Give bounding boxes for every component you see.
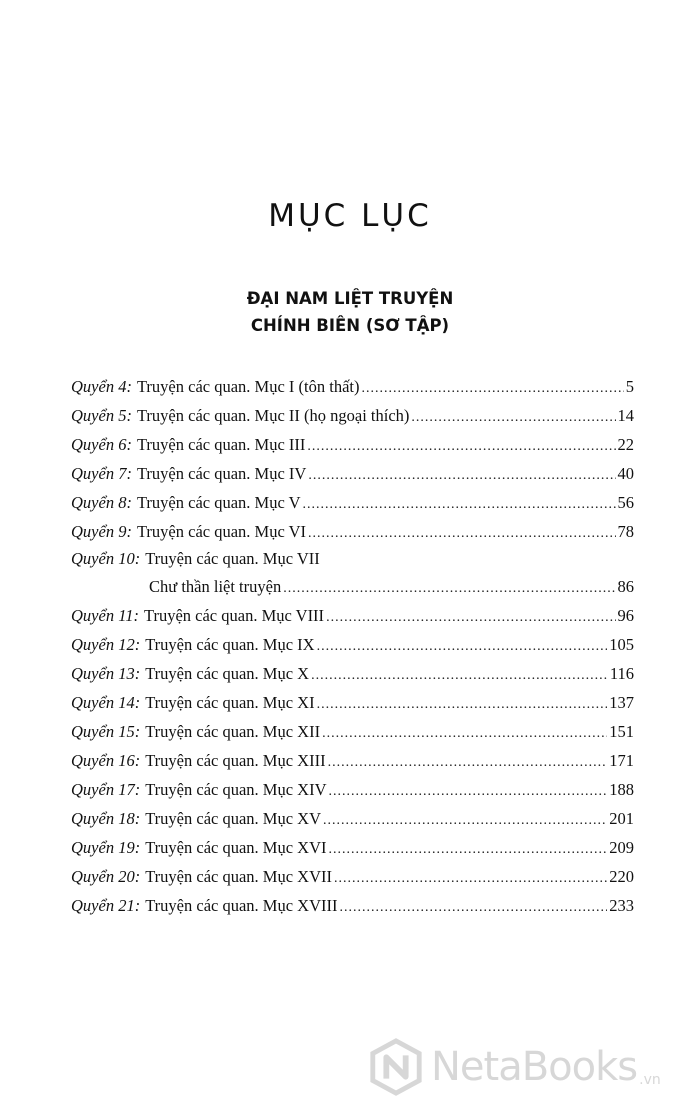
toc-entry [71, 372, 634, 401]
toc-title: Truyện các quan. Mục IX [145, 635, 315, 654]
toc-title: Truyện các quan. Mục III [136, 435, 306, 454]
toc-entry [71, 891, 634, 920]
toc-volume: Quyển 6: [71, 435, 132, 454]
dot-leader [328, 748, 608, 777]
toc-entry [71, 688, 634, 717]
toc-page-number: 188 [609, 780, 634, 799]
dot-leader [329, 835, 608, 864]
toc-title: Truyện các quan. Mục XIV [145, 780, 327, 799]
toc-title: Truyện các quan. Mục XV [145, 809, 321, 828]
toc-volume: Quyển 11: [71, 606, 139, 625]
toc-volume: Quyển 12: [71, 635, 141, 654]
dot-leader [307, 432, 615, 461]
toc-title: Truyện các quan. Mục XIII [145, 751, 326, 770]
toc-page-number: 233 [609, 896, 634, 915]
toc-page-number: 56 [617, 493, 634, 512]
toc-title: Truyện các quan. Mục II (họ ngoại thích) [136, 406, 410, 425]
toc-title: Truyện các quan. Mục I (tôn thất) [136, 377, 360, 396]
book-title-line-1: ĐẠI NAM LIỆT TRUYỆN [246, 289, 454, 308]
toc-entry [71, 546, 634, 572]
watermark-brand: NetaBooks [431, 1044, 638, 1090]
netabooks-logo-icon [367, 1038, 425, 1096]
dot-leader [311, 661, 608, 690]
toc-entry [71, 659, 634, 688]
toc-page-number: 171 [609, 751, 634, 770]
toc-title: Truyện các quan. Mục V [136, 493, 301, 512]
toc-volume: Quyển 13: [71, 664, 141, 683]
page-title: MỤC LỤC [268, 198, 432, 234]
toc-page-number: 137 [609, 693, 634, 712]
toc-title: Truyện các quan. Mục XII [145, 722, 321, 741]
toc-title: Truyện các quan. Mục XVIII [145, 896, 338, 915]
toc-page-number: 105 [609, 635, 634, 654]
dot-leader [308, 461, 615, 490]
dot-leader [283, 574, 615, 603]
toc-page-number: 116 [609, 664, 634, 683]
toc-entry [71, 630, 634, 659]
toc-page-number: 86 [617, 577, 634, 596]
toc-title: Truyện các quan. Mục VIII [143, 606, 325, 625]
toc-volume: Quyển 16: [71, 751, 141, 770]
toc-page-number: 40 [617, 464, 634, 483]
toc-volume: Quyển 7: [71, 464, 132, 483]
toc-page-number: 96 [617, 606, 634, 625]
toc-entry [71, 775, 634, 804]
toc-entry [71, 862, 634, 891]
toc-title: Truyện các quan. Mục VII [145, 549, 320, 568]
toc-volume: Quyển 8: [71, 493, 132, 512]
dot-leader [326, 603, 615, 632]
toc-title: Truyện các quan. Mục X [145, 664, 310, 683]
toc-volume: Quyển 20: [71, 867, 141, 886]
toc-entry [71, 833, 634, 862]
toc-volume: Quyển 10: [71, 549, 141, 568]
toc-page-number: 151 [609, 722, 634, 741]
dot-leader [303, 490, 616, 519]
toc-title: Truyện các quan. Mục IV [136, 464, 307, 483]
table-of-contents [71, 372, 634, 920]
dot-leader [334, 864, 607, 893]
toc-title: Truyện các quan. Mục XI [145, 693, 315, 712]
dot-leader [322, 719, 607, 748]
toc-volume: Quyển 19: [71, 838, 141, 857]
toc-title: Truyện các quan. Mục XVI [145, 838, 327, 857]
dot-leader [329, 777, 608, 806]
toc-page-number: 209 [609, 838, 634, 857]
toc-entry [71, 746, 634, 775]
toc-page-number: 14 [617, 406, 634, 425]
toc-entry-continuation [71, 572, 634, 601]
toc-page-number: 5 [625, 377, 634, 396]
toc-volume: Quyển 18: [71, 809, 141, 828]
watermark [367, 1032, 687, 1102]
toc-volume: Quyển 9: [71, 522, 132, 541]
toc-entry [71, 517, 634, 546]
toc-page-number: 22 [617, 435, 634, 454]
toc-entry [71, 717, 634, 746]
toc-page-number: 220 [609, 867, 634, 886]
toc-entry [71, 459, 634, 488]
toc-volume: Quyển 5: [71, 406, 132, 425]
toc-entry [71, 401, 634, 430]
toc-subtitle: Chư thần liệt truyện [149, 577, 282, 596]
toc-volume: Quyển 14: [71, 693, 141, 712]
toc-entry [71, 601, 634, 630]
dot-leader [308, 519, 615, 548]
book-title-line-2: CHÍNH BIÊN (SƠ TẬP) [250, 316, 450, 335]
dot-leader [317, 690, 608, 719]
toc-entry [71, 488, 634, 517]
dot-leader [339, 893, 607, 922]
toc-volume: Quyển 21: [71, 896, 141, 915]
dot-leader [411, 403, 615, 432]
toc-entry [71, 430, 634, 459]
toc-title: Truyện các quan. Mục XVII [145, 867, 332, 886]
toc-entry [71, 804, 634, 833]
toc-page-number: 201 [609, 809, 634, 828]
toc-title: Truyện các quan. Mục VI [136, 522, 307, 541]
toc-page-number: 78 [617, 522, 634, 541]
toc-volume: Quyển 15: [71, 722, 141, 741]
dot-leader [361, 374, 623, 403]
dot-leader [323, 806, 607, 835]
dot-leader [317, 632, 608, 661]
watermark-suffix: .vn [639, 1072, 661, 1088]
toc-volume: Quyển 17: [71, 780, 141, 799]
toc-volume: Quyển 4: [71, 377, 132, 396]
